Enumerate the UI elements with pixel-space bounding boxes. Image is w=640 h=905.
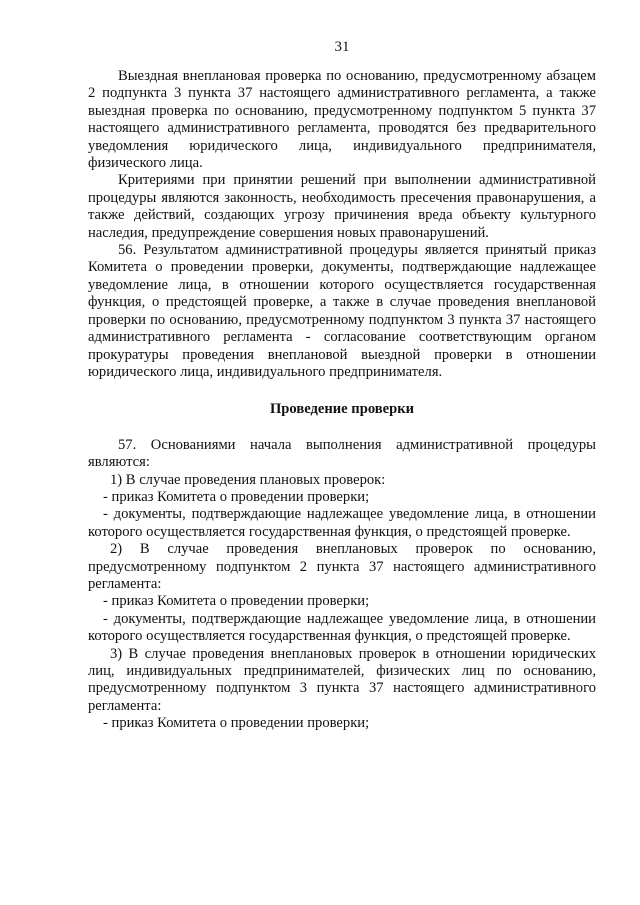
paragraph-unscheduled-inspection: Выездная внеплановая проверка по основанию, предусмотренному абзацем 2 подпункта 3 пункта 37 настоящего административного регламента, а также выездная проверка по основанию, предусмотренному подпунктом 5 пункта 37 настоящего административного регламента, проводятся без предварительного уведомления юридического лица, индивидуального предпринимателя, физического лица. [88,68,596,172]
list-item-order: - приказ Комитета о проведении проверки; [103,488,370,505]
list-item-unscheduled-case-2: 2) В случае проведения внеплановых проверок по основанию, предусмотренному подпунктом 2 пункта 37 настоящего административного регламента: [88,541,596,592]
page-number: 31 [334,39,350,55]
list-item-scheduled-case: 1) В случае проведения плановых проверок: [110,471,386,488]
list-item-notification-documents: - документы, подтверждающие надлежащее уведомление лица, в отношении которого осуществляется государственная функция, о предстоящей проверке. [88,506,596,540]
paragraph-57-grounds: 57. Основаниями начала выполнения административной процедуры являются: [88,436,596,471]
section-heading: Проведение проверки [269,401,415,418]
list-item-unscheduled-case-3: 3) В случае проведения внеплановых проверок в отношении юридических лиц, индивидуальных предпринимателей, физических лиц по основанию, предусмотренному подпунктом 3 пункта 37 настоящего административного регламента: [88,645,596,714]
list-item-notification-documents-2: - документы, подтверждающие надлежащее уведомление лица, в отношении которого осуществляется государственная функция, о предстоящей проверке. [88,610,596,645]
list-item-order-2: - приказ Комитета о проведении проверки; [103,593,370,610]
paragraph-56-result: 56. Результатом административной процедуры является принятый приказ Комитета о проведении проверки, документы, подтверждающие надлежащее уведомление лица, в отношении которого осуществляется государственная функция, о предстоящей проверке, а также в случае проведения внеплановой проверки по основанию, предусмотренному подпунктом 3 пункта 37 настоящего административного регламента - согласование соответствующим органом прокуратуры проведения внеплановой выездной проверки в отношении юридического лица, индивидуального предпринимателя. [88,242,596,380]
list-item-order-3: - приказ Комитета о проведении проверки; [103,715,370,732]
paragraph-decision-criteria: Критериями при принятии решений при выполнении административной процедуры являются законность, необходимость пресечения правонарушения, а также действий, создающих угрозу причинения вреда объекту культурного наследия, предупреждение совершения новых правонарушений. [88,172,596,241]
